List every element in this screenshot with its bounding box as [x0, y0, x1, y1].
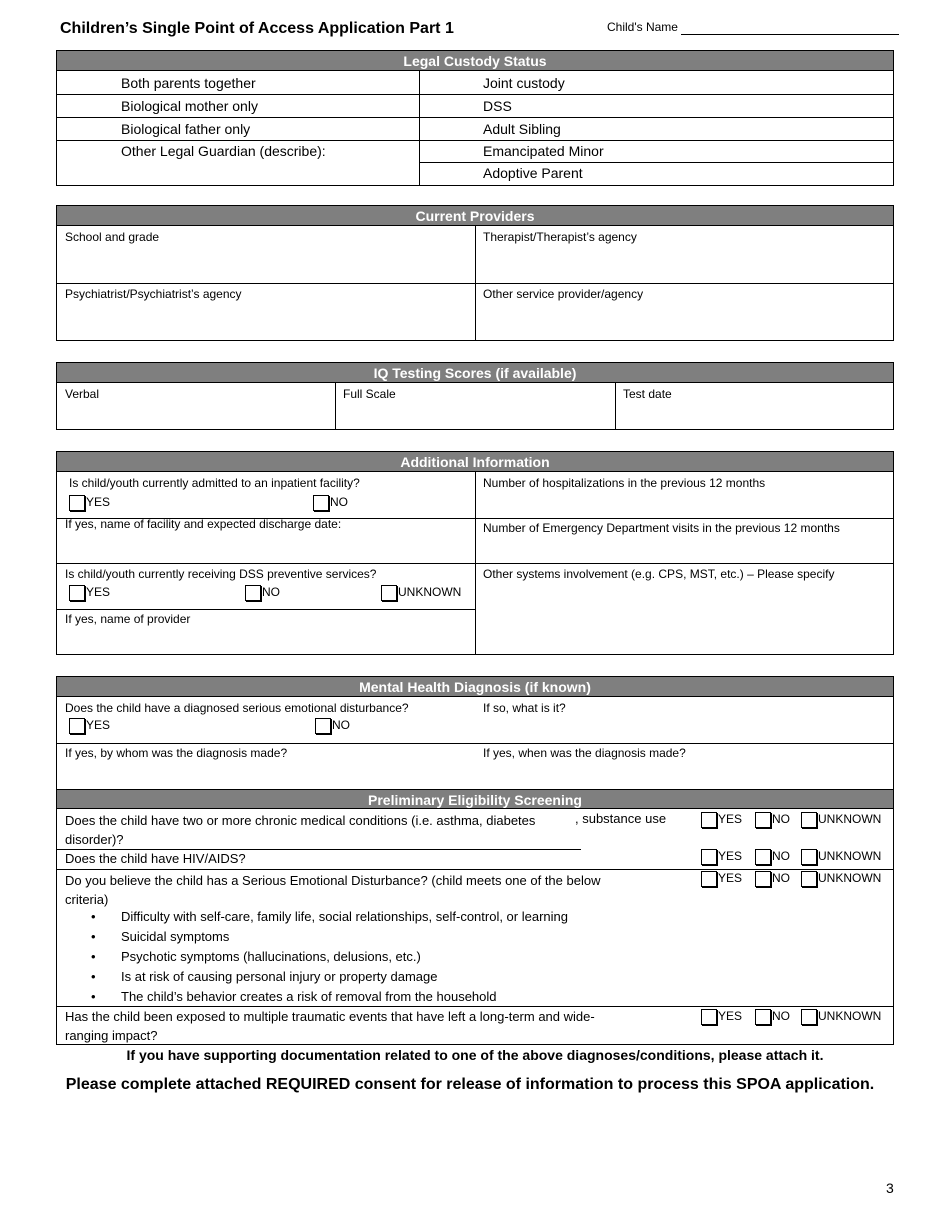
child-name-field[interactable]	[681, 34, 899, 35]
sed-question: Does the child have a diagnosed serious emotional disturbance?	[65, 701, 409, 715]
dss-no-option[interactable]: NO	[245, 585, 280, 601]
hospitalizations-label: Number of hospitalizations in the previous 12 months	[483, 476, 766, 490]
checkbox[interactable]	[701, 871, 717, 887]
er-visits-label: Number of Emergency Department visits in the previous 12 months	[483, 521, 840, 535]
facility-question: If yes, name of facility and expected discharge date:	[65, 517, 342, 531]
mental-health-section	[56, 676, 894, 1045]
checkbox[interactable]	[381, 585, 397, 601]
other-provider-label: Other service provider/agency	[483, 287, 644, 301]
checkbox[interactable]	[701, 812, 717, 828]
diagnosis-when-question: If yes, when was the diagnosis made?	[483, 746, 686, 760]
eligibility-heading: Preliminary Eligibility Screening	[57, 789, 893, 809]
therapist-label: Therapist/Therapist’s agency	[483, 230, 637, 244]
checkbox[interactable]	[801, 871, 817, 887]
q1-unknown-option[interactable]: UNKNOWN	[801, 812, 881, 828]
q1-yes-option[interactable]: YES	[701, 812, 742, 828]
provider-question: If yes, name of provider	[65, 612, 191, 626]
list-item: • Difficulty with self-care, family life, social relationships, self-control, or learning	[57, 907, 893, 927]
q2-yes-option[interactable]: YES	[701, 849, 742, 865]
legal-custody-heading: Legal Custody Status	[57, 51, 893, 71]
diagnosis-whom-question: If yes, by whom was the diagnosis made?	[65, 746, 288, 760]
school-grade-label: School and grade	[65, 230, 160, 244]
current-providers-section	[56, 205, 894, 341]
test-date-label: Test date	[623, 387, 672, 401]
sed-yes-option[interactable]: YES	[69, 718, 110, 734]
legal-custody-section	[56, 50, 894, 186]
q4-yes-option[interactable]: YES	[701, 1009, 742, 1025]
eligibility-q3-line1: Do you believe the child has a Serious Emotional Disturbance? (child meets one of the below	[65, 873, 601, 888]
additional-info-section	[56, 451, 894, 655]
list-item: • Is at risk of causing personal injury or property damage	[57, 967, 893, 987]
checkbox[interactable]	[69, 718, 85, 734]
custody-option[interactable]: Biological father only	[121, 121, 251, 137]
checkbox[interactable]	[313, 495, 329, 511]
additional-info-heading: Additional Information	[57, 452, 893, 472]
checkbox[interactable]	[701, 849, 717, 865]
q3-unknown-option[interactable]: UNKNOWN	[801, 871, 881, 887]
custody-option[interactable]: Emancipated Minor	[483, 143, 604, 159]
current-providers-heading: Current Providers	[57, 206, 893, 226]
q2-no-option[interactable]: NO	[755, 849, 790, 865]
list-item: • Psychotic symptoms (hallucinations, delusions, etc.)	[57, 947, 893, 967]
psychiatrist-label: Psychiatrist/Psychiatrist’s agency	[65, 287, 242, 301]
sed-criteria-list	[57, 907, 893, 1007]
dss-unknown-option[interactable]: UNKNOWN	[381, 585, 461, 601]
mental-health-heading: Mental Health Diagnosis (if known)	[57, 677, 893, 697]
checkbox[interactable]	[801, 849, 817, 865]
eligibility-q1-tail: , substance use	[575, 811, 667, 826]
full-scale-label: Full Scale	[343, 387, 396, 401]
q4-no-option[interactable]: NO	[755, 1009, 790, 1025]
custody-option[interactable]: Other Legal Guardian (describe):	[121, 143, 326, 159]
q4-unknown-option[interactable]: UNKNOWN	[801, 1009, 881, 1025]
eligibility-q3-line2: criteria)	[65, 892, 109, 907]
eligibility-q2: Does the child have HIV/AIDS?	[65, 851, 246, 866]
q2-unknown-option[interactable]: UNKNOWN	[801, 849, 881, 865]
page-number: 3	[886, 1180, 894, 1196]
page-title: Children’s Single Point of Access Application Part 1	[60, 20, 454, 37]
custody-option[interactable]: Joint custody	[483, 75, 565, 91]
list-item: • The child’s behavior creates a risk of removal from the household	[57, 987, 893, 1007]
iq-testing-section	[56, 362, 894, 430]
eligibility-q1-line1: Does the child have two or more chronic medical conditions (i.e. asthma, diabetes	[65, 813, 536, 828]
checkbox[interactable]	[69, 585, 85, 601]
eligibility-q4-line2: ranging impact?	[65, 1028, 158, 1043]
q3-no-option[interactable]: NO	[755, 871, 790, 887]
checkbox[interactable]	[755, 871, 771, 887]
dss-yes-option[interactable]: YES	[69, 585, 110, 601]
sed-no-option[interactable]: NO	[315, 718, 350, 734]
verbal-label: Verbal	[65, 387, 100, 401]
dss-question: Is child/youth currently receiving DSS preventive services?	[65, 567, 377, 581]
other-systems-label: Other systems involvement (e.g. CPS, MST, etc.) – Please specify	[483, 567, 835, 581]
custody-option[interactable]: Biological mother only	[121, 98, 258, 114]
consent-note: Please complete attached REQUIRED consent for release of information to process this SPOA application.	[65, 1076, 875, 1093]
list-item: • Suicidal symptoms	[57, 927, 893, 947]
checkbox[interactable]	[701, 1009, 717, 1025]
checkbox[interactable]	[755, 849, 771, 865]
checkbox[interactable]	[69, 495, 85, 511]
checkbox[interactable]	[755, 1009, 771, 1025]
child-name-label: Child's Name	[607, 20, 678, 34]
custody-option[interactable]: DSS	[483, 98, 512, 114]
eligibility-q1-line2: disorder)?	[65, 832, 124, 847]
checkbox[interactable]	[755, 812, 771, 828]
inpatient-no-option[interactable]: NO	[313, 495, 348, 511]
checkbox[interactable]	[245, 585, 261, 601]
checkbox[interactable]	[315, 718, 331, 734]
inpatient-yes-option[interactable]: YES	[69, 495, 110, 511]
eligibility-q4-line1: Has the child been exposed to multiple traumatic events that have left a long-term and wide-	[65, 1009, 595, 1024]
inpatient-question: Is child/youth currently admitted to an inpatient facility?	[69, 476, 360, 490]
q1-no-option[interactable]: NO	[755, 812, 790, 828]
iq-testing-heading: IQ Testing Scores (if available)	[57, 363, 893, 383]
diagnosis-what-question: If so, what is it?	[483, 701, 566, 715]
custody-option[interactable]: Both parents together	[121, 75, 256, 91]
checkbox[interactable]	[801, 812, 817, 828]
q3-yes-option[interactable]: YES	[701, 871, 742, 887]
documentation-note: If you have supporting documentation related to one of the above diagnoses/conditions, please attach it.	[126, 1047, 824, 1063]
checkbox[interactable]	[801, 1009, 817, 1025]
custody-option[interactable]: Adult Sibling	[483, 121, 561, 137]
custody-option[interactable]: Adoptive Parent	[483, 165, 583, 181]
